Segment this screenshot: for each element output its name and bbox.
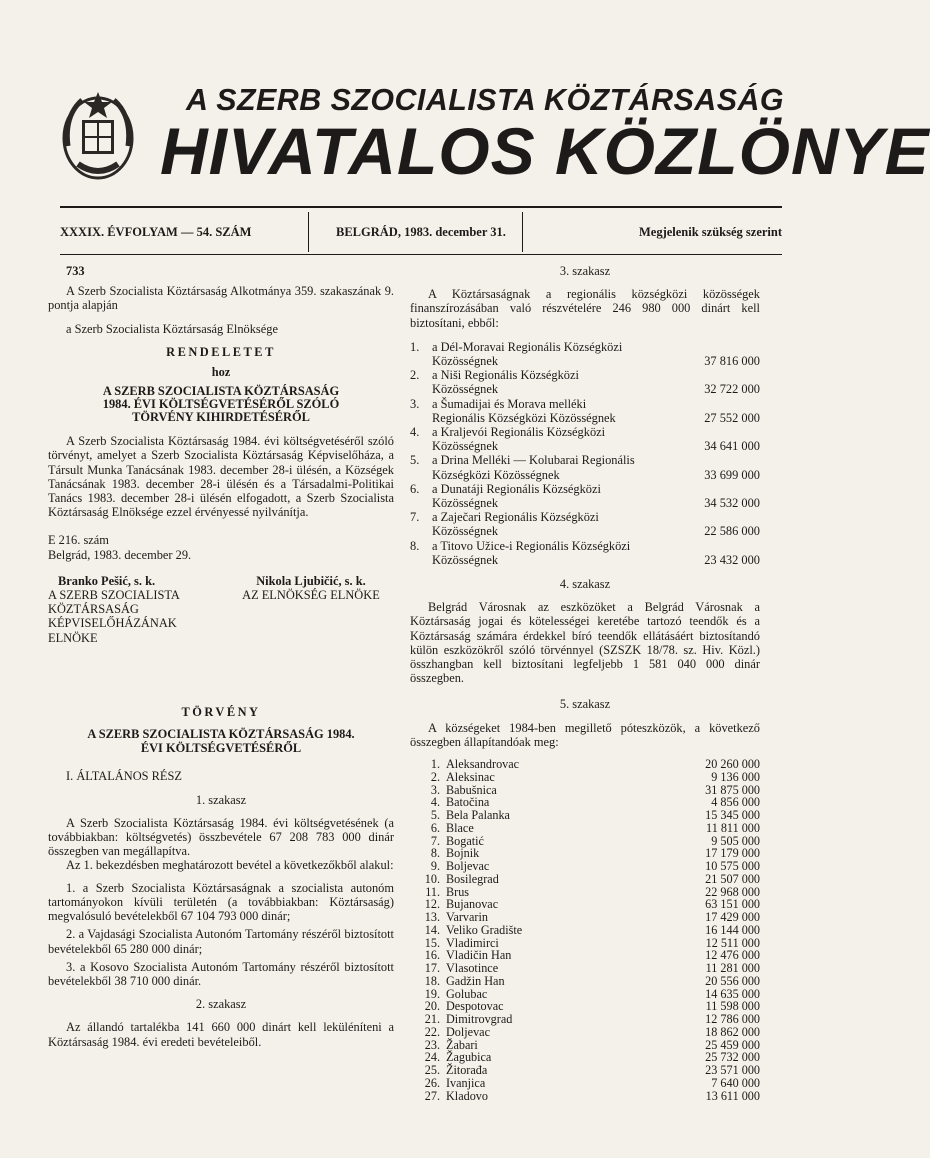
list-item: 6. Blace 11 811 000 <box>430 820 760 835</box>
masthead <box>0 0 930 200</box>
amount: 34 532 000 <box>704 496 760 511</box>
law-title: A SZERB SZOCIALISTA KÖZTÁRSASÁG 1984. ÉVI KÖLTSÉGVETÉSÉRŐL <box>87 727 355 756</box>
list-item: 1. Aleksandrovac 20 260 000 <box>430 757 760 772</box>
list-item: 18. Gadžin Han 20 556 000 <box>424 973 760 988</box>
list-item: 5. a Drina Melléki — Kolubarai Regionális Községközi Közösségnek 33 699 000 <box>410 453 760 482</box>
regional-list <box>410 340 760 567</box>
paragraph: Az 1. bekezdésben meghatározott bevétel a következőkből alakul: <box>66 858 394 873</box>
document-number: 733 <box>66 264 85 278</box>
section-heading: 5. szakasz <box>559 697 611 712</box>
list-item: 19. Golubac 14 635 000 <box>424 986 760 1001</box>
list-item: 8. Bojnik 17 179 000 <box>430 846 760 861</box>
list-item: 27. Kladovo 13 611 000 <box>424 1088 760 1103</box>
issue-number: XXXIX. ÉVFOLYAM — 54. SZÁM <box>60 225 252 239</box>
paragraph: Az állandó tartalékba 141 660 000 dinárt kell leküléníteni a Köztársaság 1984. évi eredeti bevételeiből. <box>48 1020 394 1049</box>
paragraph: Belgrád Városnak az eszközöket a Belgrád Városnak a Köztársaság jogai és kötelességei keretébe tartozó teendők és a Köztársaság számára érdekkel bíró teendők ellátásáért biztosítandó külön eszközökről szóló törvénnyel (SZSZK 18/78. sz. Hiv. Közl.) összhangban kell biztosítani legfeljebb 1 581 040 000 dinár összegben. <box>410 600 760 686</box>
amount: 37 816 000 <box>704 354 760 369</box>
masthead-line1: A SZERB SZOCIALISTA KÖZTÁRSASÁG <box>186 82 785 117</box>
masthead-line2: HIVATALOS KÖZLÖNYE <box>160 114 930 188</box>
signatory-name: Branko Pešić, s. k. <box>58 573 156 588</box>
part-heading: I. ÁLTALÁNOS RÉSZ <box>66 769 182 784</box>
state-emblem-icon <box>60 86 136 182</box>
right-column <box>410 264 760 1102</box>
signatory-name: Nikola Ljubičić, s. k. <box>256 573 366 588</box>
paragraph: 3. a Kosovo Szocialista Autonóm Tartomány részéről biztosított bevételekből 38 710 000 dinár. <box>48 959 394 988</box>
list-item: 12. Bujanovac 63 151 000 <box>424 897 760 912</box>
list-item: 3. Babušnica 31 875 000 <box>430 782 760 797</box>
issue-date: BELGRÁD, 1983. december 31. <box>336 225 506 239</box>
municipality-list <box>410 758 760 1102</box>
list-item: 9. Boljevac 10 575 000 <box>430 859 760 874</box>
paragraph: A községeket 1984-ben megillető póteszközök, a következő összegben állapítandóak meg: <box>410 720 760 749</box>
amount: 32 722 000 <box>704 382 760 397</box>
law-heading: TÖRVÉNY <box>181 704 261 719</box>
info-divider <box>308 212 309 252</box>
decree-heading: RENDELETET <box>166 344 276 359</box>
section-heading: 2. szakasz <box>195 997 247 1012</box>
issue-info-bar <box>60 212 782 252</box>
list-item: 25. Žitorađa 23 571 000 <box>424 1063 760 1078</box>
list-item: 10. Bosilegrad 21 507 000 <box>424 871 760 886</box>
list-item: 11. Brus 22 968 000 <box>425 884 760 899</box>
section-heading: 1. szakasz <box>195 792 247 807</box>
paragraph: A Szerb Szocialista Köztársaság 1984. évi költségvetésének (a továbbiakban: költségvetés) összbevétele 67 208 783 000 dinár összegben van megállapítva. <box>48 815 394 859</box>
section-heading: 3. szakasz <box>559 264 611 278</box>
signature-right <box>228 574 394 645</box>
signatures <box>48 574 394 645</box>
bottom-rule <box>60 254 782 255</box>
list-item: 13. Varvarin 17 429 000 <box>424 910 760 925</box>
list-item: 23. Žabari 25 459 000 <box>424 1037 760 1052</box>
list-item: 14. Veliko Gradište 16 144 000 <box>424 922 760 937</box>
list-item: 7. Bogatić 9 505 000 <box>430 833 760 848</box>
list-item: 2. a Niši Regionális Községközi Közösségnek 32 722 000 <box>410 368 760 397</box>
list-item: 6. a Dunatáji Regionális Községközi Közösségnek 34 532 000 <box>410 481 760 511</box>
list-item: 7. a Zaječari Regionális Községközi Közösségnek 22 586 000 <box>410 510 760 539</box>
decree-title: A SZERB SZOCIALISTA KÖZTÁRSASÁG 1984. ÉVI KÖLTSÉGVETÉSÉRŐL SZÓLÓ TÖRVÉNY KIHIRDETÉSÉRŐL <box>102 384 340 425</box>
paragraph: 1. a Szerb Szocialista Köztársaságnak a szocialista autonóm tartományokon kívüli területén (a továbbiakban: Köztársaság) megvalósuló bevételekből 67 104 793 000 dinár; <box>48 880 394 924</box>
place-date: Belgrád, 1983. december 29. <box>48 547 192 562</box>
info-divider <box>522 212 523 252</box>
amount: 22 586 000 <box>704 524 760 539</box>
list-item: 1. a Dél-Moravai Regionális Községközi Közösségnek 37 816 000 <box>410 339 760 369</box>
signatory-role: AZ ELNÖKSÉG ELNÖKE <box>242 588 380 603</box>
signature-left <box>48 574 214 645</box>
amount: 33 699 000 <box>704 467 760 482</box>
list-item: 15. Vladimirci 12 511 000 <box>424 935 760 950</box>
list-item: 22. Doljevac 18 862 000 <box>424 1024 760 1039</box>
list-item: 24. Žagubica 25 732 000 <box>424 1050 760 1065</box>
signatory-role: A SZERB SZOCIALISTA KÖZTÁRSASÁG KÉPVISELŐHÁZÁNAK ELNÖKE <box>48 588 180 645</box>
issuer: a Szerb Szocialista Köztársaság Elnöksége <box>66 321 278 336</box>
paragraph: A Köztársaságnak a regionális községközi közösségek finanszírozásában való részvételére 246 980 000 dinárt kell biztosítani, ebből: <box>410 287 760 330</box>
decree-hoz: hoz <box>211 365 231 380</box>
decree-body: A Szerb Szocialista Köztársaság 1984. évi költségvetéséről szóló törvényt, amelyet a Szerb Szocialista Köztársaság Képviselőháza, a Társult Munka Tanácsának 1983. december 28-i ülésén, a Községek Tanácsának 1983. december 28-i ülésén és a Társadalmi-Politikai Tanács 1983. december 28-i ülésén elfogadott, a Szerb Szocialista Köztársaság Elnöksége ezzel érvényessé nyilvánítja. <box>48 434 394 520</box>
issue-frequency: Megjelenik szükség szerint <box>638 225 782 239</box>
left-column <box>48 264 394 1049</box>
reference-number: E 216. szám <box>48 533 109 548</box>
amount: 27 552 000 <box>704 410 760 425</box>
amount: 34 641 000 <box>704 439 760 454</box>
list-item: 4. a Kraljevói Regionális Községközi Közösségnek 34 641 000 <box>410 425 760 454</box>
list-item: 5. Bela Palanka 15 345 000 <box>430 808 760 823</box>
top-rule <box>60 206 782 208</box>
list-item: 26. Ivanjica 7 640 000 <box>424 1075 760 1090</box>
list-item: 16. Vladičin Han 12 476 000 <box>424 948 760 963</box>
legal-basis: A Szerb Szocialista Köztársaság Alkotmánya 359. szakaszának 9. pontja alapján <box>48 284 394 313</box>
section-heading: 4. szakasz <box>559 577 611 592</box>
list-item: 20. Despotovac 11 598 000 <box>424 999 760 1014</box>
amount: 23 432 000 <box>704 552 760 567</box>
list-item: 4. Batočina 4 856 000 <box>430 795 760 810</box>
paragraph: 2. a Vajdasági Szocialista Autonóm Tartomány részéről biztosított bevételekből 65 280 000 dinár; <box>48 927 394 956</box>
list-item: 21. Dimitrovgrad 12 786 000 <box>424 1012 760 1027</box>
list-item: 2. Aleksinac 9 136 000 <box>430 769 760 784</box>
list-item: 3. a Šumadijai és Morava melléki Regionális Községközi Közösségnek 27 552 000 <box>410 396 760 425</box>
list-item: 8. a Titovo Užice-i Regionális Községközi Közösségnek 23 432 000 <box>410 538 760 567</box>
list-item: 17. Vlasotince 11 281 000 <box>424 961 760 976</box>
